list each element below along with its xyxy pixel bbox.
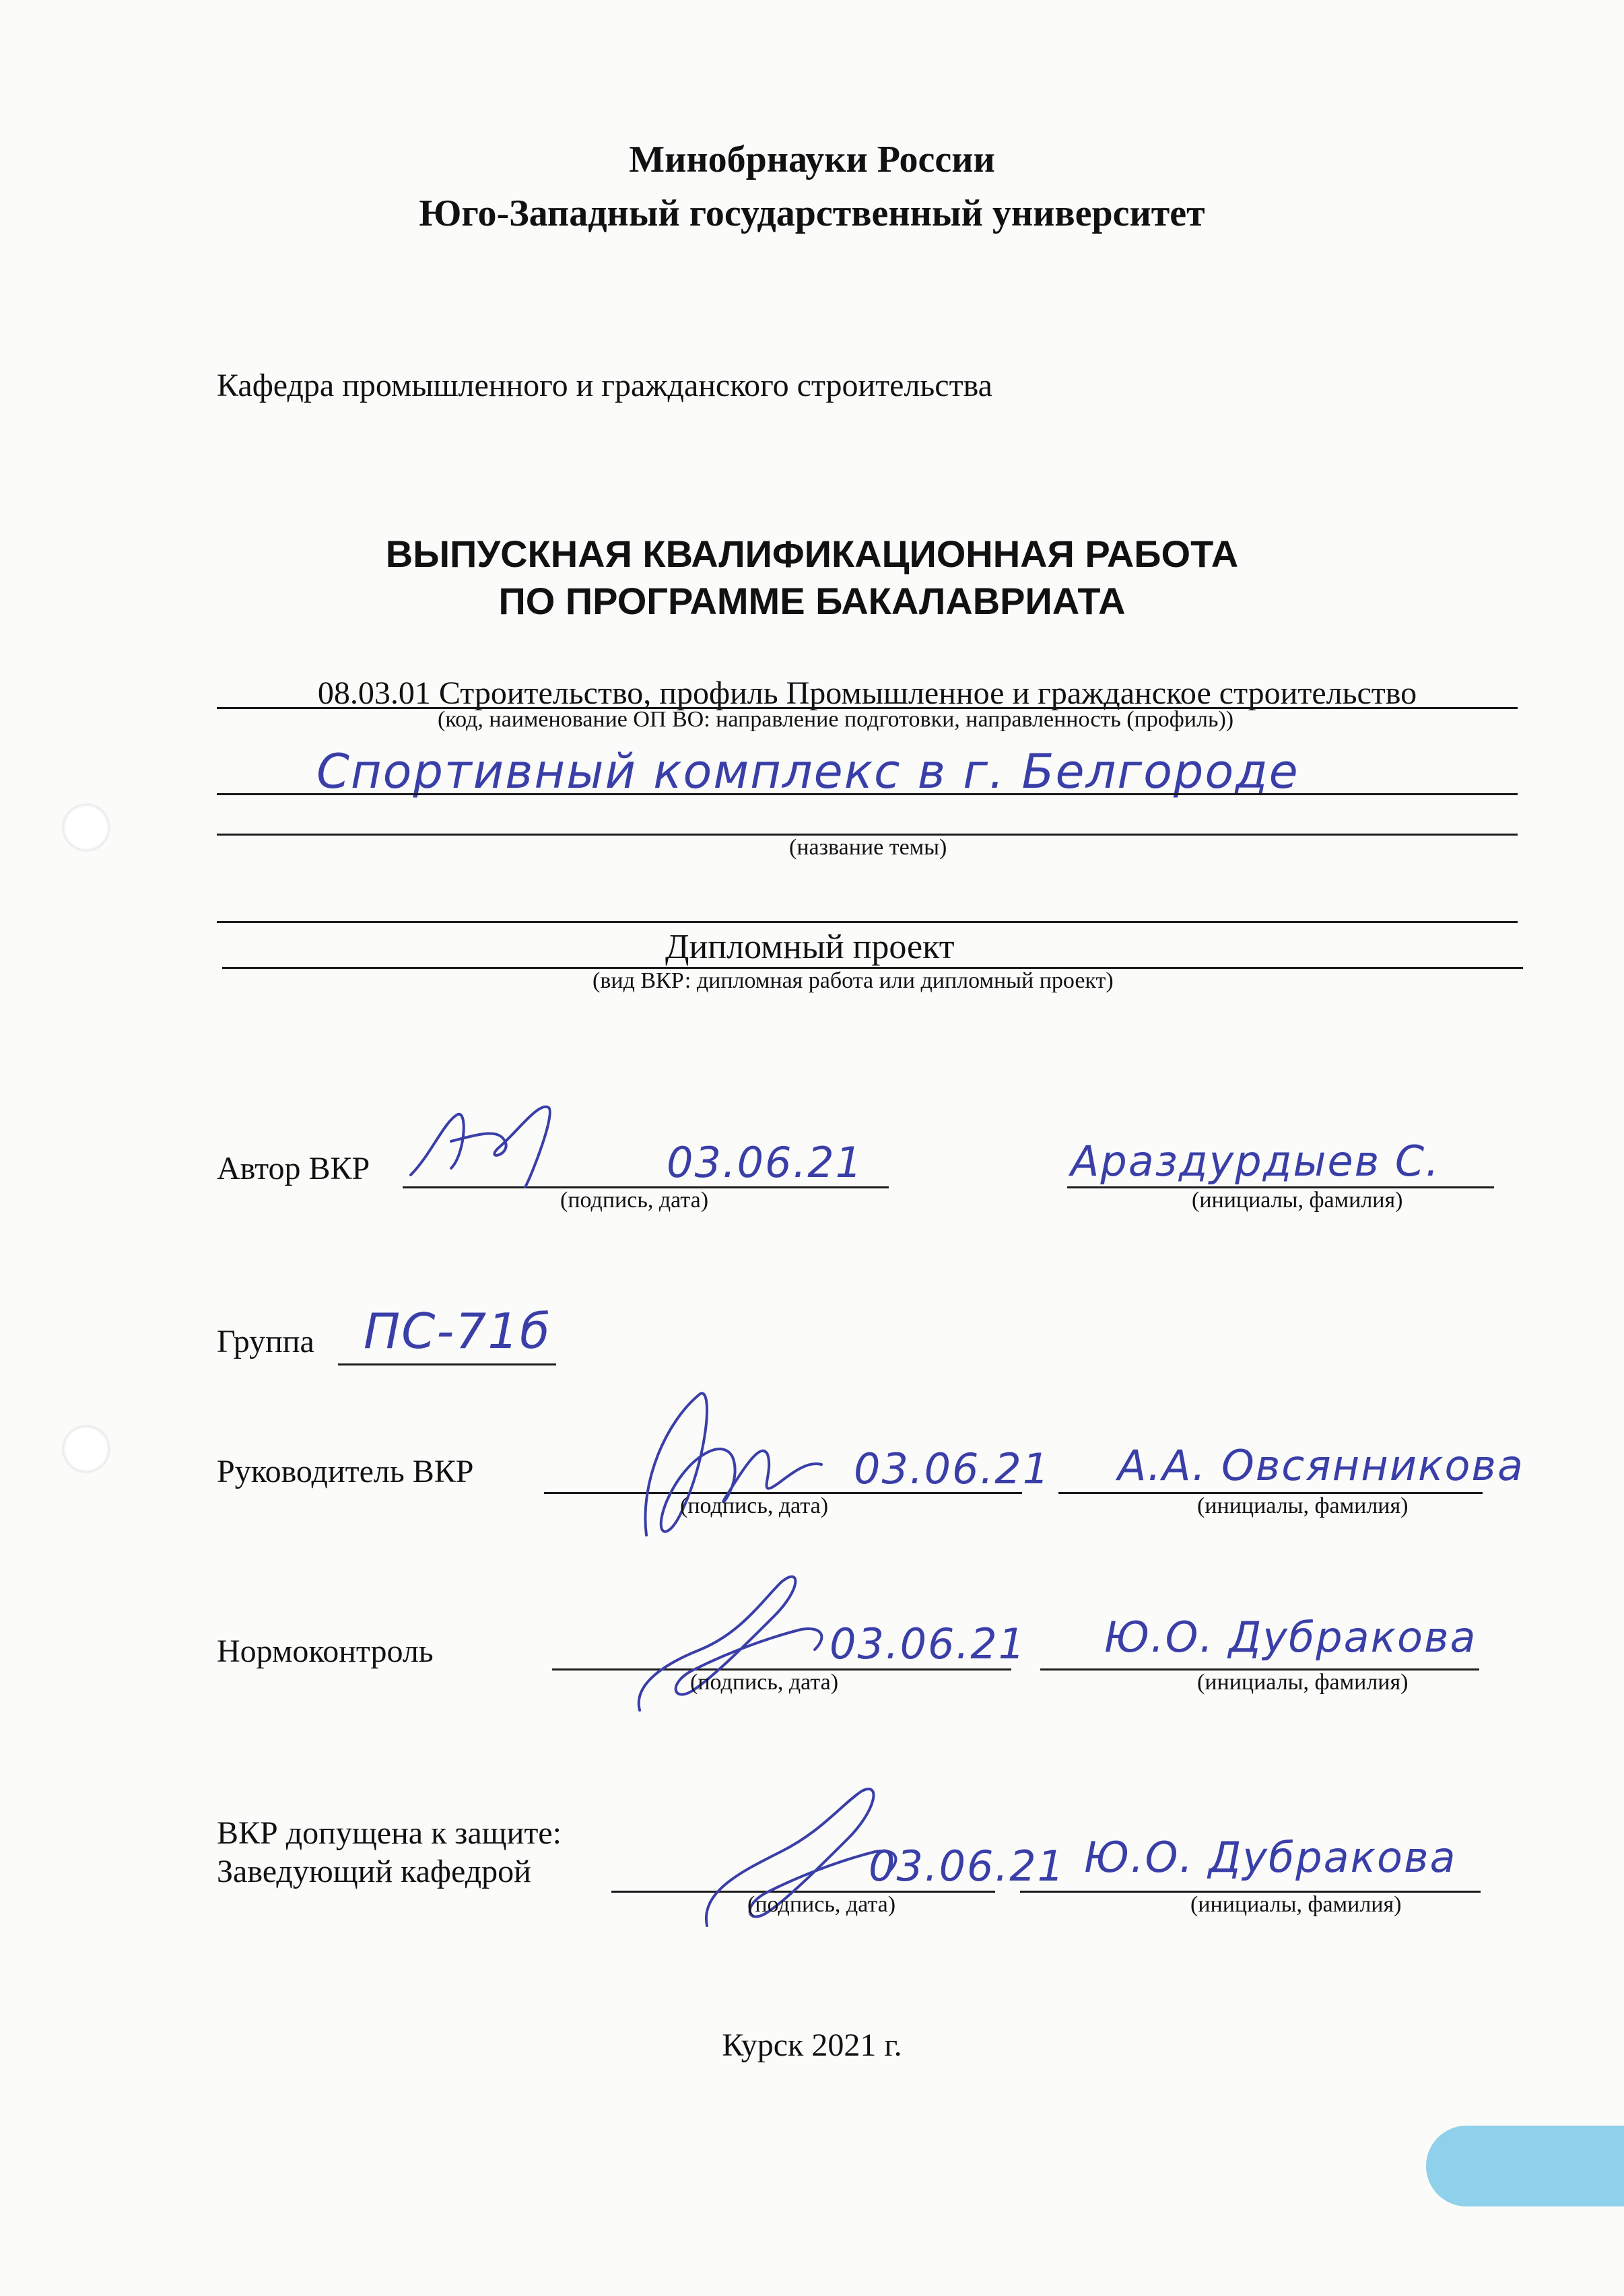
author-name-caption: (инициалы, фамилия) bbox=[1192, 1188, 1403, 1213]
normcontrol-sign-caption: (подпись, дата) bbox=[690, 1670, 839, 1695]
city-year: Курск 2021 г. bbox=[722, 2027, 902, 2063]
supervisor-date: 03.06.21 bbox=[854, 1444, 1051, 1493]
head-name-caption: (инициалы, фамилия) bbox=[1190, 1892, 1402, 1917]
department-name: Кафедра промышленного и гражданского строительства bbox=[217, 368, 992, 403]
author-sign-caption: (подпись, дата) bbox=[560, 1188, 709, 1213]
supervisor-signature bbox=[626, 1380, 828, 1555]
program-value: 08.03.01 Строительство, профиль Промышленное и гражданское строительство bbox=[317, 675, 1417, 711]
group-line bbox=[338, 1363, 556, 1365]
normcontrol-label: Нормоконтроль bbox=[217, 1633, 434, 1669]
head-date: 03.06.21 bbox=[869, 1842, 1066, 1891]
author-name: Араздурдыев С. bbox=[1071, 1137, 1440, 1186]
supervisor-name-caption: (инициалы, фамилия) bbox=[1197, 1493, 1409, 1518]
topic-value: Спортивный комплекс в г. Белгороде bbox=[316, 744, 1299, 799]
author-signature bbox=[404, 1094, 579, 1188]
head-label-line1: ВКР допущена к защите: bbox=[217, 1815, 562, 1851]
topic-underline-1 bbox=[217, 793, 1518, 795]
page-tab bbox=[1426, 2126, 1624, 2206]
supervisor-sign-caption: (подпись, дата) bbox=[680, 1493, 829, 1518]
head-label-line2: Заведующий кафедрой bbox=[217, 1854, 531, 1889]
head-sign-caption: (подпись, дата) bbox=[747, 1892, 896, 1917]
author-label: Автор ВКР bbox=[217, 1151, 370, 1186]
topic-caption: (название темы) bbox=[789, 835, 947, 860]
punch-hole-bottom bbox=[63, 1426, 109, 1472]
work-type-caption: (вид ВКР: дипломная работа или дипломный проект) bbox=[593, 968, 1114, 993]
ministry-name: Минобрнауки России bbox=[629, 139, 995, 180]
group-label: Группа bbox=[217, 1324, 314, 1359]
topic-underline-3 bbox=[217, 921, 1518, 923]
supervisor-label: Руководитель ВКР bbox=[217, 1454, 474, 1489]
group-value: ПС-71б bbox=[364, 1303, 551, 1359]
normcontrol-name: Ю.О. Дубракова bbox=[1104, 1613, 1477, 1662]
author-date: 03.06.21 bbox=[667, 1138, 864, 1187]
supervisor-name: А.А. Овсянникова bbox=[1118, 1441, 1524, 1490]
work-title-line2: ПО ПРОГРАММЕ БАКАЛАВРИАТА bbox=[498, 580, 1126, 622]
university-name: Юго-Западный государственный университет bbox=[419, 193, 1205, 234]
punch-hole-top bbox=[63, 805, 109, 850]
normcontrol-name-caption: (инициалы, фамилия) bbox=[1197, 1670, 1409, 1695]
head-name: Ю.О. Дубракова bbox=[1084, 1833, 1457, 1882]
program-caption: (код, наименование ОП ВО: направление подготовки, направленность (профиль)) bbox=[438, 707, 1234, 732]
work-title-line1: ВЫПУСКНАЯ КВАЛИФИКАЦИОННАЯ РАБОТА bbox=[385, 533, 1239, 575]
normcontrol-date: 03.06.21 bbox=[830, 1619, 1027, 1668]
work-type-value: Дипломный проект bbox=[665, 928, 955, 966]
